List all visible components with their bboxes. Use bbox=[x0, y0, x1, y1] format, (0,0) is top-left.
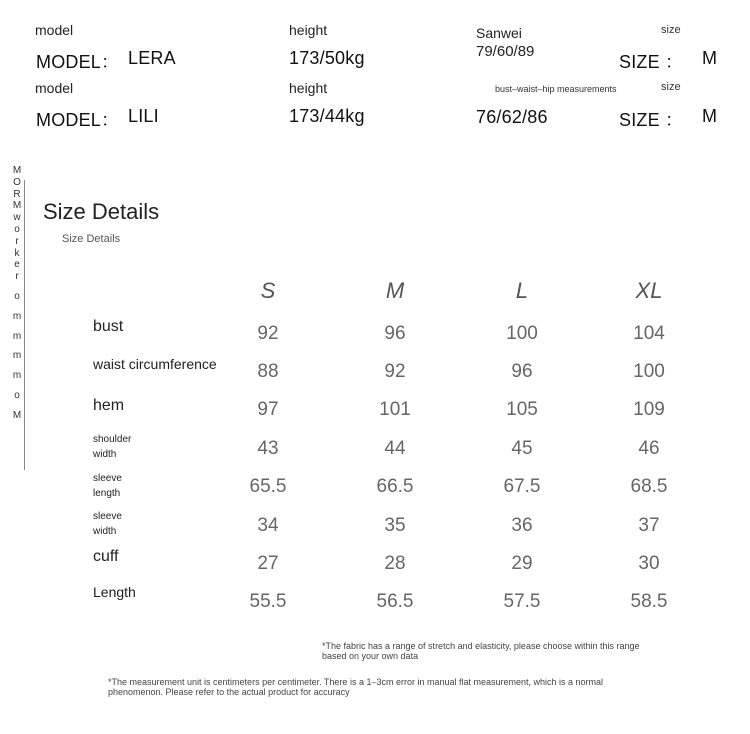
side-letter: M bbox=[12, 409, 22, 421]
size-value: 55.5 bbox=[249, 591, 287, 612]
measurement-note-line: phenomenon. Please refer to the actual product for accuracy bbox=[108, 687, 350, 697]
side-letter: o bbox=[14, 223, 20, 235]
row-label-line: hem bbox=[93, 397, 125, 414]
row-label bbox=[93, 471, 122, 501]
side-letter: w bbox=[13, 212, 21, 224]
size-value: 92 bbox=[384, 361, 406, 382]
side-letter: m bbox=[12, 370, 22, 382]
row-label-line: sleeve bbox=[93, 473, 122, 484]
row-label-line: bust bbox=[93, 318, 124, 335]
model-caption: model bbox=[35, 80, 74, 96]
size-value: 46 bbox=[638, 438, 660, 459]
model-measurements: 79/60/89 bbox=[476, 43, 535, 60]
model-height: 173/50kg bbox=[289, 48, 365, 68]
size-value: 34 bbox=[257, 515, 279, 536]
side-letter: M bbox=[12, 200, 22, 212]
side-letter: m bbox=[12, 330, 22, 342]
size-value: 29 bbox=[511, 553, 533, 574]
size-value: 92 bbox=[257, 323, 279, 344]
height-caption: height bbox=[289, 80, 328, 96]
model-name: LILI bbox=[128, 106, 159, 126]
size-value: 37 bbox=[638, 515, 660, 536]
side-letter: R bbox=[13, 188, 21, 200]
row-label-line: width bbox=[93, 526, 117, 537]
height-caption: height bbox=[289, 22, 328, 38]
measure-caption: Sanwei bbox=[476, 25, 522, 41]
side-letter: o bbox=[14, 290, 20, 302]
side-divider bbox=[24, 180, 25, 470]
size-value: 101 bbox=[379, 399, 411, 420]
side-letter: m bbox=[12, 350, 22, 362]
size-label: SIZE ： bbox=[619, 52, 684, 72]
row-label-line: sleeve bbox=[93, 511, 122, 522]
size-value: 36 bbox=[511, 515, 533, 536]
size-value: 88 bbox=[257, 361, 279, 382]
size-header: L bbox=[515, 278, 529, 303]
size-value: 43 bbox=[257, 438, 279, 459]
size-value: 105 bbox=[506, 399, 538, 420]
size-header: M bbox=[385, 278, 405, 303]
size-value: 100 bbox=[506, 323, 538, 344]
row-label bbox=[93, 397, 124, 415]
stretch-note bbox=[322, 641, 640, 661]
row-label-line: waist circumference bbox=[93, 356, 217, 372]
side-vertical-text bbox=[11, 165, 23, 422]
size-value: 66.5 bbox=[376, 476, 414, 497]
size-caption: size bbox=[661, 24, 681, 36]
measurement-note bbox=[108, 677, 603, 697]
side-letter: r bbox=[15, 235, 19, 247]
side-letter: o bbox=[14, 389, 20, 401]
size-value: 30 bbox=[638, 553, 660, 574]
row-label bbox=[93, 318, 123, 336]
size-value: 100 bbox=[633, 361, 665, 382]
size-value: 27 bbox=[257, 553, 279, 574]
stretch-note-line: based on your own data bbox=[322, 651, 419, 661]
row-label-line: shoulder bbox=[93, 434, 132, 445]
row-label bbox=[93, 356, 217, 372]
size-value: 68.5 bbox=[630, 476, 668, 497]
size-value: 28 bbox=[384, 553, 406, 574]
side-letter: r bbox=[15, 271, 19, 283]
size-value: 96 bbox=[511, 361, 533, 382]
size-value: 104 bbox=[633, 323, 665, 344]
size-header: S bbox=[260, 278, 276, 303]
size-value: 96 bbox=[384, 323, 406, 344]
side-letter: m bbox=[12, 310, 22, 322]
size-value: 57.5 bbox=[503, 591, 541, 612]
side-letter: M bbox=[12, 165, 22, 176]
row-label-line: cuff bbox=[93, 548, 119, 565]
row-label-line: width bbox=[93, 449, 117, 460]
row-label bbox=[93, 584, 136, 600]
section-subtitle: Size Details bbox=[62, 233, 121, 245]
model-size: M bbox=[702, 48, 718, 68]
model-name: LERA bbox=[128, 48, 176, 68]
size-value: 45 bbox=[511, 438, 533, 459]
row-label bbox=[93, 432, 131, 462]
side-letter: O bbox=[13, 176, 21, 188]
size-value: 58.5 bbox=[630, 591, 668, 612]
size-value: 56.5 bbox=[376, 591, 414, 612]
size-value: 109 bbox=[633, 399, 665, 420]
side-letter: e bbox=[14, 259, 20, 271]
model-label: MODEL： bbox=[36, 110, 120, 130]
size-value: 65.5 bbox=[249, 476, 287, 497]
row-label-line: Length bbox=[93, 584, 136, 600]
size-value: 44 bbox=[384, 438, 406, 459]
row-label bbox=[93, 548, 119, 566]
model-caption: model bbox=[35, 22, 74, 38]
model-height: 173/44kg bbox=[289, 106, 365, 126]
side-letter: k bbox=[14, 247, 20, 259]
size-header: XL bbox=[635, 278, 663, 303]
measurement-note-line: *The measurement unit is centimeters per centimeter. There is a 1–3cm error in manual flat measurement, which is a normal bbox=[108, 677, 604, 687]
size-value: 67.5 bbox=[503, 476, 541, 497]
stretch-note-line: *The fabric has a range of stretch and elasticity, please choose within this range bbox=[322, 641, 640, 651]
model-size: M bbox=[702, 106, 718, 126]
row-label-line: length bbox=[93, 488, 121, 499]
section-title: Size Details bbox=[43, 199, 160, 224]
size-label: SIZE ： bbox=[619, 110, 684, 130]
model-label: MODEL： bbox=[36, 52, 120, 72]
size-value: 97 bbox=[257, 399, 279, 420]
size-value: 35 bbox=[384, 515, 406, 536]
size-caption: size bbox=[661, 81, 681, 93]
row-label bbox=[93, 509, 122, 539]
model-measurements: 76/62/86 bbox=[476, 107, 548, 127]
measure-caption: bust–waist–hip measurements bbox=[495, 84, 617, 94]
